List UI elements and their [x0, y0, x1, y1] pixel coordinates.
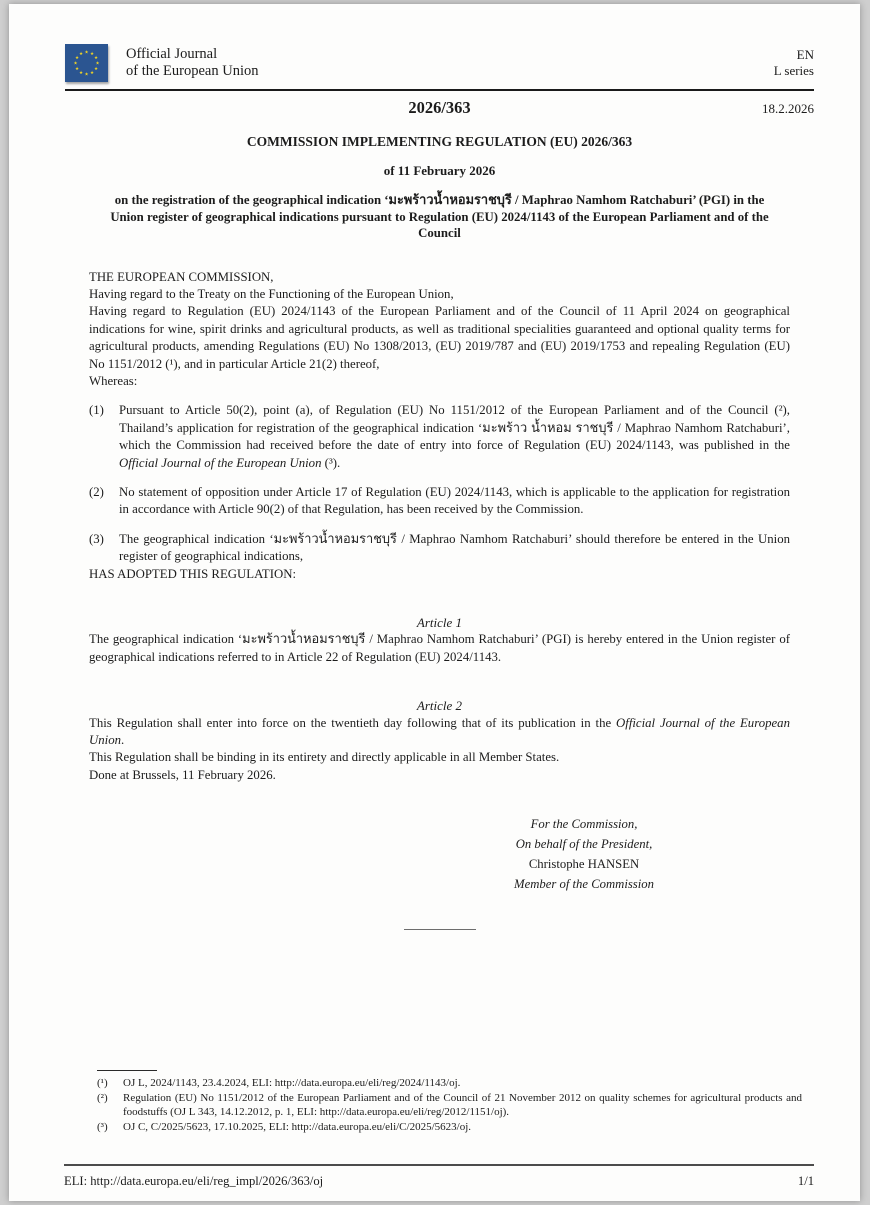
signature-on-behalf: On behalf of the President, [515, 837, 653, 852]
svg-text:★: ★ [84, 50, 89, 56]
article-1-heading: Article 1 [416, 615, 463, 630]
footnote-marker: (¹) [97, 1077, 108, 1089]
svg-text:★: ★ [78, 52, 84, 58]
recital-number: (1) [89, 403, 104, 418]
svg-text:★: ★ [95, 61, 100, 67]
recital-text: No statement of opposition under Article 17 of Regulation (EU) 2024/1143, which is applicable to the application for registration in accordance with Article 90(2) of that Regulation, has been received by the Commission. [119, 484, 790, 517]
recital-text: The geographical indication ‘มะพร้าวน้ำหอมราชบุรี / Maphrao Namhom Ratchaburi’ should therefore be entered in the Union register of geographical indications, [119, 531, 790, 564]
recital-text [119, 402, 790, 472]
signature-role: Member of the Commission [514, 877, 654, 892]
adoption-formula: HAS ADOPTED THIS REGULATION: [89, 566, 297, 581]
citation-regulation: Having regard to Regulation (EU) 2024/1143 of the European Parliament and of the Council of 11 April 2024 on geographical indications for wine, spirit drinks and agricultural products, as well as traditional specialities guaranteed and optional quality terms for agricultural products, amending Regulations (EU) No 1308/2013, (EU) 2019/787 and (EU) 2019/1753 and repealing Regulation (EU) No 1151/2012 (¹), and in particular Article 21(2) thereof, [89, 304, 790, 371]
page-number: 1/1 [797, 1174, 814, 1188]
masthead-rule [65, 89, 814, 91]
masthead-left [65, 44, 258, 82]
regulation-title: COMMISSION IMPLEMENTING REGULATION (EU) 2026/363 [246, 134, 633, 149]
end-of-act-divider [404, 929, 476, 930]
citation-treaty: Having regard to the Treaty on the Functioning of the European Union, [89, 286, 454, 301]
footnotes-section [97, 1070, 802, 1134]
article-2-segment: This Regulation shall enter into force on the twentieth day following that of its publication in the [89, 715, 617, 730]
regulation-subject: on the registration of the geographical indication ‘มะพร้าวน้ำหอมราชบุรี / Maphrao Namhom Ratchaburi’ (PGI) in the Union register of geographical indications pursuant to Regulation (EU) 2024/1143 of the European Parliament and of the Council [110, 193, 769, 240]
page-footer [64, 1164, 814, 1189]
masthead-right [774, 44, 814, 79]
signature-name: Christophe HANSEN [528, 857, 640, 872]
eli-link: ELI: http://data.europa.eu/eli/reg_impl/2026/363/oj [64, 1174, 324, 1188]
footnote-3 [97, 1120, 802, 1135]
footnote-marker: (³) [97, 1120, 108, 1133]
signature-block [434, 814, 734, 894]
document-page [9, 4, 860, 1201]
page-content [65, 44, 814, 930]
recital-1-segment: Pursuant to Article 50(2), point (a), of Regulation (EU) No 1151/2012 of the European Parliament and of the Council (²), Thailand’s application for registration of the geographical indication ‘มะพร้าว น้ำหอม ราชบุรี / Maphrao Namhom Ratchaburi’, which the Commission had received before the date of entry into force of Regulation (EU) 2024/1143, was published in the [119, 403, 790, 453]
svg-text:★: ★ [74, 56, 80, 62]
journal-name [126, 44, 258, 80]
regulation-date-line: of 11 February 2026 [383, 163, 496, 178]
article-2-segment-end: . [121, 733, 125, 748]
series-label: L series [773, 63, 814, 78]
footer-row [64, 1174, 814, 1189]
binding-clause: This Regulation shall be binding in its entirety and directly applicable in all Member States. [89, 750, 560, 765]
recital-1-segment-end: (³). [321, 455, 341, 470]
document-body [65, 269, 814, 931]
journal-name-line1: Official Journal [126, 46, 218, 62]
svg-text:★: ★ [93, 56, 99, 62]
signature-for-commission: For the Commission, [530, 817, 638, 832]
publication-date: 18.2.2026 [762, 101, 814, 116]
footnote-text: Regulation (EU) No 1151/2012 of the European Parliament and of the Council of 21 November 2012 on quality schemes for agricultural products and foodstuffs (OJ L 343, 14.12.2012, p. 1, ELI: http://data.europa.eu/eli/reg/2012/1151/oj). [123, 1091, 802, 1119]
article-2-text [89, 715, 790, 750]
eu-flag-icon [65, 44, 108, 82]
article-2-italic-segment: Official Journal of the European Union [89, 715, 790, 748]
svg-text:★: ★ [89, 71, 95, 77]
footnotes-separator [97, 1070, 157, 1071]
footnote-text: OJ L, 2024/1143, 23.4.2024, ELI: http://data.europa.eu/eli/reg/2024/1143/oj. [123, 1077, 461, 1089]
svg-text:★: ★ [74, 67, 80, 73]
masthead [65, 44, 814, 82]
document-number-row [65, 98, 814, 122]
svg-text:★: ★ [89, 52, 95, 58]
svg-text:★: ★ [93, 67, 99, 73]
svg-text:★: ★ [78, 71, 84, 77]
recital-2 [89, 484, 790, 519]
svg-text:★: ★ [84, 72, 89, 78]
recital-3 [89, 531, 790, 566]
article-2-heading: Article 2 [416, 698, 463, 714]
title-block [65, 134, 814, 242]
done-at-line: Done at Brussels, 11 February 2026. [89, 767, 276, 782]
recital-1-italic-segment: Official Journal of the European Union [119, 455, 322, 470]
svg-text:★: ★ [73, 61, 78, 67]
recital-number: (3) [89, 531, 104, 546]
document-number: 2026/363 [408, 98, 471, 117]
journal-name-line2: of the European Union [126, 63, 259, 79]
footnote-2 [97, 1091, 802, 1120]
article-1-text: The geographical indication ‘มะพร้าวน้ำหอมราชบุรี / Maphrao Namhom Ratchaburi’ (PGI) is hereby entered in the Union register of geographical indications referred to in Article 22 of Regulation (EU) 2024/1143. [89, 632, 790, 664]
recital-number: (2) [89, 484, 104, 499]
footnote-text: OJ C, C/2025/5623, 17.10.2025, ELI: http://data.europa.eu/eli/C/2025/5623/oj. [123, 1120, 471, 1133]
preamble-opening: THE EUROPEAN COMMISSION, [89, 269, 274, 284]
recital-1 [89, 402, 790, 472]
footnote-1 [97, 1076, 802, 1091]
whereas-label: Whereas: [89, 373, 138, 388]
language-code: EN [796, 47, 814, 62]
footer-rule [64, 1164, 814, 1166]
footnote-marker: (²) [97, 1091, 108, 1104]
